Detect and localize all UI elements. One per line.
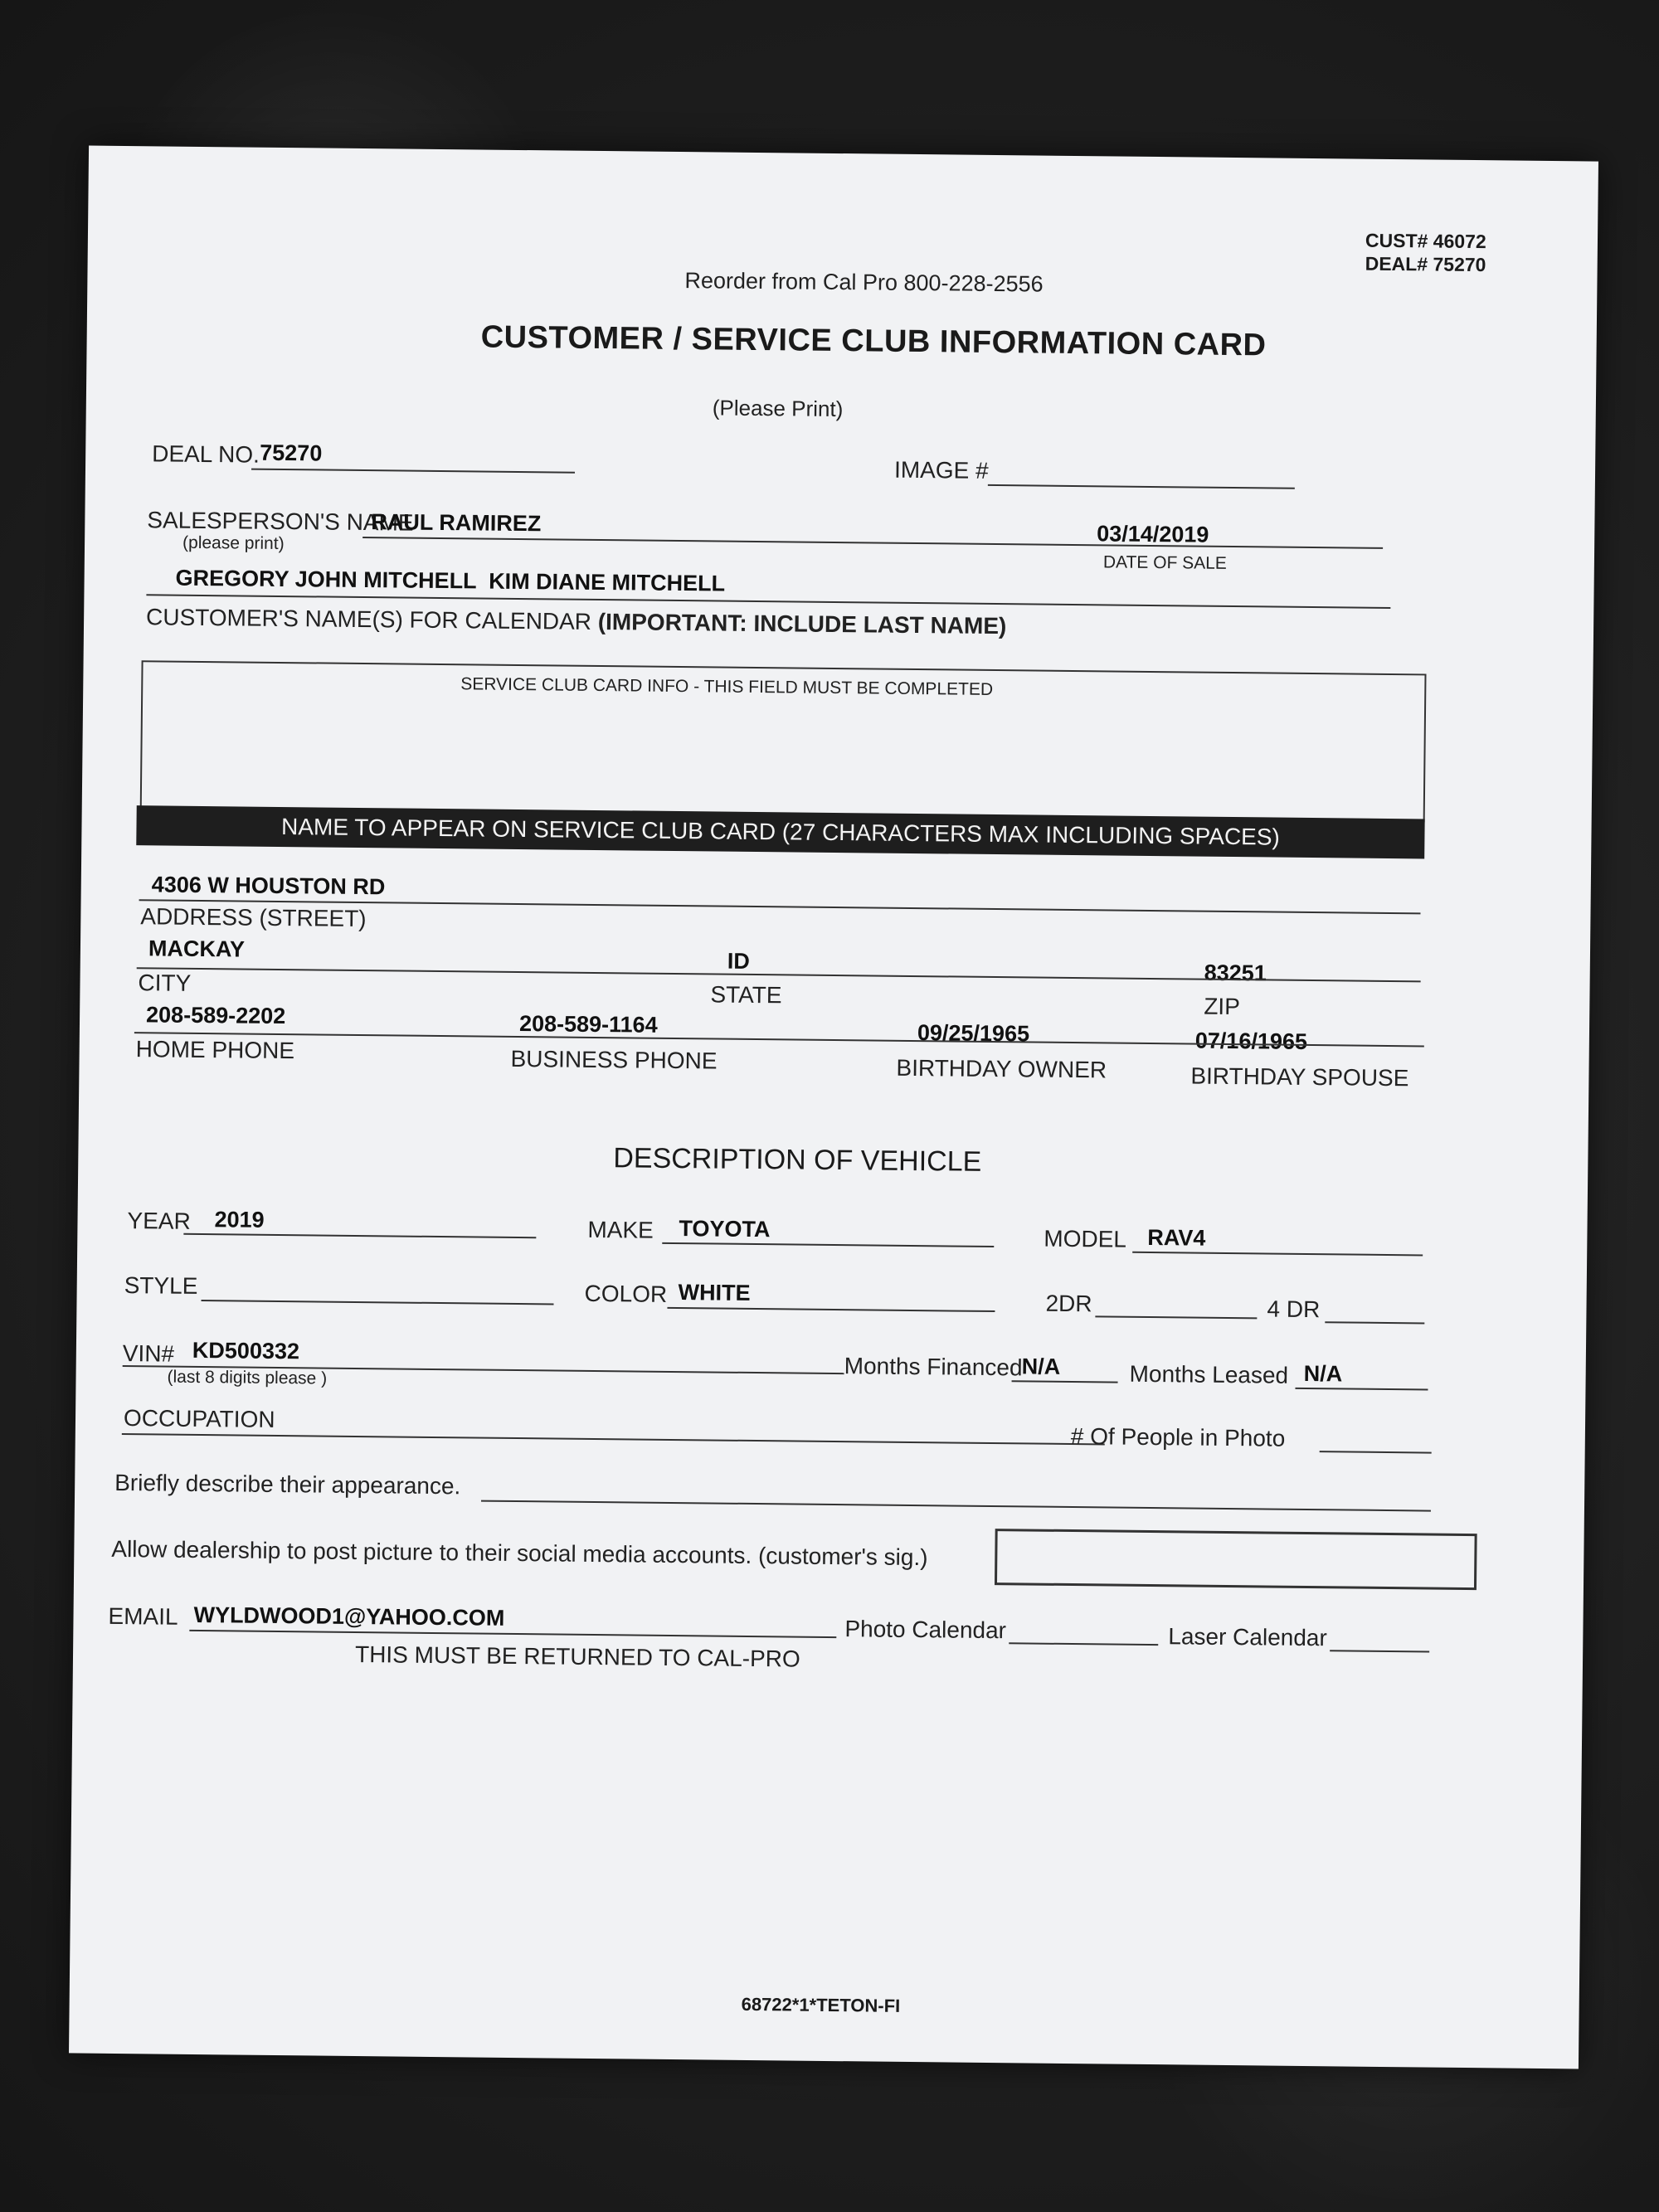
year-line (183, 1233, 536, 1238)
home-phone-label: HOME PHONE (135, 1036, 295, 1064)
deal-no-value[interactable]: 75270 (260, 440, 323, 466)
people-in-photo-line (1320, 1451, 1432, 1453)
four-door-line[interactable] (1325, 1321, 1424, 1324)
zip-label: ZIP (1204, 993, 1241, 1020)
reorder-note: Reorder from Cal Pro 800-228-2556 (684, 268, 1044, 297)
model-label: MODEL (1044, 1225, 1127, 1252)
image-no-label: IMAGE # (893, 456, 989, 484)
appearance-line (481, 1500, 1431, 1512)
form-paper (69, 146, 1598, 2069)
make-label: MAKE (587, 1216, 654, 1243)
return-note: THIS MUST BE RETURNED TO CAL-PRO (354, 1641, 800, 1672)
months-financed-value[interactable]: N/A (1021, 1354, 1061, 1379)
please-print-note: (Please Print) (712, 395, 844, 422)
customer-names-important: (IMPORTANT: INCLUDE LAST NAME) (597, 608, 1007, 639)
email-label: EMAIL (108, 1602, 178, 1630)
make-line (662, 1242, 994, 1247)
vin-label: VIN# (122, 1340, 175, 1367)
cust-number: CUST# 46072 (1365, 229, 1486, 253)
customer-names-label-text: CUSTOMER'S NAME(S) FOR CALENDAR (145, 604, 592, 634)
birthday-owner-value[interactable]: 09/25/1965 (917, 1020, 1030, 1047)
appearance-label: Briefly describe their appearance. (114, 1469, 461, 1500)
birthday-owner-label: BIRTHDAY OWNER (896, 1054, 1107, 1083)
salesperson-value[interactable]: RAUL RAMIREZ (371, 509, 542, 537)
make-value[interactable]: TOYOTA (679, 1216, 771, 1242)
service-club-header: SERVICE CLUB CARD INFO - THIS FIELD MUST BE COMPLETED (460, 674, 994, 699)
months-leased-label: Months Leased (1129, 1360, 1289, 1388)
image-no-line (988, 484, 1295, 489)
email-line (189, 1630, 836, 1638)
birthday-spouse-value[interactable]: 07/16/1965 (1194, 1028, 1308, 1054)
two-door-label: 2DR (1045, 1290, 1092, 1317)
style-label: STYLE (124, 1272, 198, 1299)
color-label: COLOR (584, 1280, 668, 1307)
customer-names-value[interactable]: GREGORY JOHN MITCHELL KIM DIANE MITCHELL (175, 565, 726, 596)
year-value[interactable]: 2019 (214, 1207, 265, 1232)
customer-names-label (146, 604, 1006, 639)
salesperson-sub-label: (please print) (182, 532, 285, 554)
deal-number: DEAL# 75270 (1365, 252, 1486, 276)
months-leased-line (1295, 1388, 1428, 1391)
four-door-label: 4 DR (1267, 1296, 1321, 1323)
business-phone-value[interactable]: 208-589-1164 (518, 1011, 658, 1038)
months-financed-label: Months Financed (844, 1353, 1023, 1381)
occupation-line (122, 1433, 1105, 1445)
deal-no-line (251, 469, 575, 474)
two-door-line[interactable] (1095, 1315, 1257, 1319)
social-media-signature-box[interactable] (995, 1529, 1477, 1590)
months-financed-line (1012, 1380, 1118, 1383)
zip-value[interactable]: 83251 (1204, 960, 1267, 986)
state-value[interactable]: ID (727, 948, 750, 974)
vehicle-heading: DESCRIPTION OF VEHICLE (613, 1142, 982, 1178)
style-line (202, 1300, 554, 1305)
date-of-sale-value[interactable]: 03/14/2019 (1097, 521, 1209, 547)
photo-calendar-line[interactable] (1009, 1642, 1158, 1646)
footer-code: 68722*1*TETON-FI (741, 1993, 901, 2016)
months-leased-value[interactable]: N/A (1303, 1360, 1343, 1387)
color-line (667, 1307, 995, 1312)
city-label: CITY (138, 970, 192, 996)
year-label: YEAR (127, 1208, 191, 1234)
address-label: ADDRESS (STREET) (140, 903, 367, 932)
vin-value[interactable]: KD500332 (192, 1337, 300, 1364)
state-label: STATE (710, 981, 782, 1009)
social-media-label: Allow dealership to post picture to their social media accounts. (customer's sig.) (111, 1535, 928, 1571)
salesperson-line (362, 537, 1383, 549)
deal-no-label: DEAL NO. (152, 440, 260, 468)
occupation-label: OCCUPATION (123, 1405, 275, 1432)
photo-calendar-label: Photo Calendar (844, 1616, 1007, 1644)
laser-calendar-line[interactable] (1330, 1650, 1429, 1652)
city-value[interactable]: MACKAY (148, 936, 246, 962)
laser-calendar-label: Laser Calendar (1168, 1623, 1327, 1651)
email-value[interactable]: WYLDWOOD1@YAHOO.COM (193, 1602, 505, 1631)
salesperson-label: SALESPERSON'S NAME (147, 507, 414, 536)
business-phone-label: BUSINESS PHONE (510, 1045, 718, 1074)
service-club-name-bar: NAME TO APPEAR ON SERVICE CLUB CARD (27 CHARACTERS MAX INCLUDING SPACES) (136, 805, 1424, 858)
date-of-sale-label: DATE OF SALE (1102, 552, 1227, 573)
color-value[interactable]: WHITE (678, 1280, 751, 1305)
vin-sub-label: (last 8 digits please ) (167, 1367, 328, 1388)
model-value[interactable]: RAV4 (1147, 1224, 1206, 1251)
people-in-photo-label: # Of People in Photo (1070, 1423, 1286, 1451)
address-value[interactable]: 4306 W HOUSTON RD (151, 872, 386, 900)
form-title: CUSTOMER / SERVICE CLUB INFORMATION CARD (480, 319, 1267, 363)
model-line (1132, 1252, 1423, 1257)
home-phone-value[interactable]: 208-589-2202 (145, 1002, 286, 1029)
birthday-spouse-label: BIRTHDAY SPOUSE (1190, 1062, 1409, 1091)
